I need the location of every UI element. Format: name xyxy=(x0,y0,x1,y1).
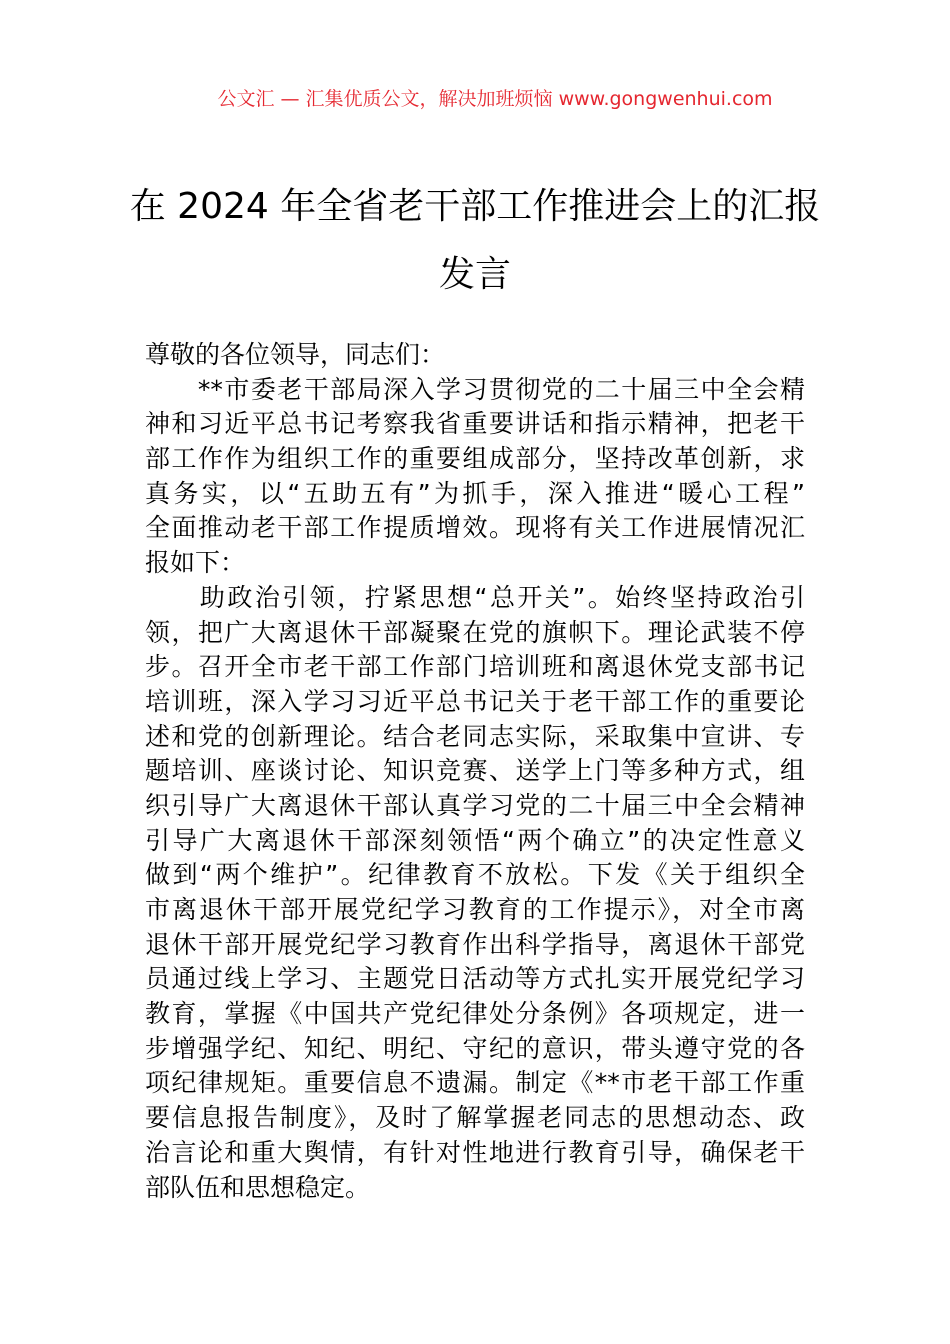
text-line: 引导广大离退休干部深刻领悟“两个确立”的决定性意义 xyxy=(145,825,805,855)
text-line: 治言论和重大舆情，有针对性地进行教育引导，确保老干 xyxy=(145,1137,805,1167)
text-line: 退休干部开展党纪学习教育作出科学指导，离退休干部党 xyxy=(145,929,805,959)
text-line: 培训班，深入学习习近平总书记关于老干部工作的重要论 xyxy=(145,686,805,716)
text-line: 述和党的创新理论。结合老同志实际，采取集中宣讲、专 xyxy=(145,721,805,751)
text-line: 报如下： xyxy=(145,548,246,578)
text-line: 教育，掌握《中国共产党纪律处分条例》各项规定，进一 xyxy=(145,999,805,1029)
text-line: 步增强学纪、知纪、明纪、守纪的意识，带头遵守党的各 xyxy=(145,1033,805,1063)
document-title-line-2: 发言 xyxy=(438,254,511,295)
document-body xyxy=(145,338,805,1205)
text-line: 部队伍和思想稳定。 xyxy=(145,1172,371,1202)
text-line: 员通过线上学习、主题党日活动等方式扎实开展党纪学习 xyxy=(145,964,805,994)
text-line: 全面推动老干部工作提质增效。现将有关工作进展情况汇 xyxy=(145,513,805,543)
text-line: 助政治引领，拧紧思想“总开关”。始终坚持政治引 xyxy=(145,582,805,612)
watermark-header: 公文汇 — 汇集优质公文，解决加班烦恼 www.gongwenhui.com xyxy=(217,88,773,110)
text-line: 织引导广大离退休干部认真学习党的二十届三中全会精神 xyxy=(145,790,805,820)
text-line: 做到“两个维护”。纪律教育不放松。下发《关于组织全 xyxy=(145,860,805,890)
text-line: **市委老干部局深入学习贯彻党的二十届三中全会精 xyxy=(145,374,805,404)
document-title-line-1: 在 2024 年全省老干部工作推进会上的汇报 xyxy=(129,186,821,227)
text-line: 步。召开全市老干部工作部门培训班和离退休党支部书记 xyxy=(145,652,805,682)
text-line: 真务实，以“五助五有”为抓手，深入推进“暖心工程” xyxy=(145,478,805,508)
text-line: 市离退休干部开展党纪学习教育的工作提示》，对全市离 xyxy=(145,895,805,924)
text-line: 部工作作为组织工作的重要组成部分，坚持改革创新，求 xyxy=(145,444,805,474)
text-line: 神和习近平总书记考察我省重要讲话和指示精神，把老干 xyxy=(145,409,805,439)
text-line: 领，把广大离退休干部凝聚在党的旗帜下。理论武装不停 xyxy=(145,617,805,647)
text-line: 项纪律规矩。重要信息不遗漏。制定《**市老干部工作重 xyxy=(145,1068,805,1098)
text-line: 尊敬的各位领导，同志们： xyxy=(145,340,446,369)
text-line: 要信息报告制度》，及时了解掌握老同志的思想动态、政 xyxy=(145,1103,805,1133)
text-line: 题培训、座谈讨论、知识竞赛、送学上门等多种方式，组 xyxy=(145,756,805,786)
